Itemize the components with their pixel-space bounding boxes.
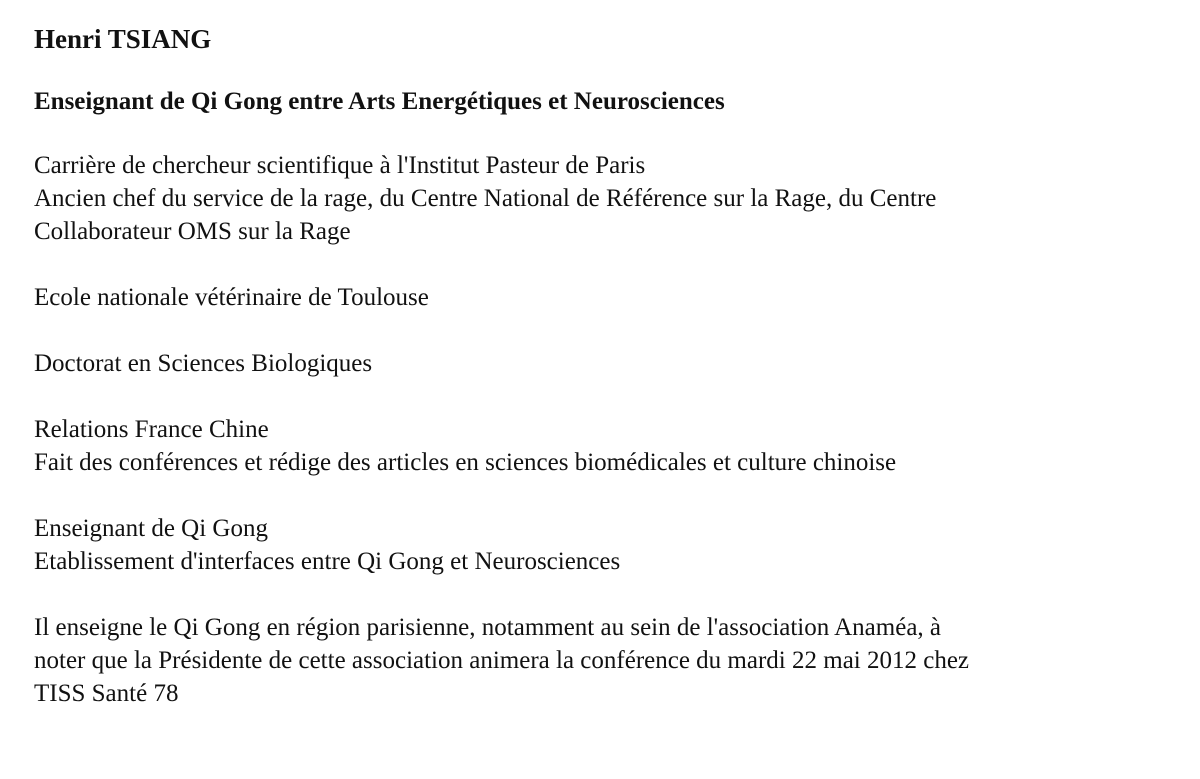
text-line: Ecole nationale vétérinaire de Toulouse — [34, 284, 429, 311]
text-line: noter que la Présidente de cette association animera la conférence du mardi 22 mai 2012 chez — [34, 647, 970, 674]
relations-section — [34, 413, 1180, 479]
text-line: Il enseigne le Qi Gong en région parisienne, notamment au sein de l'association Anaméa, à — [34, 614, 942, 641]
text-line: Fait des conférences et rédige des articles en sciences biomédicales et culture chinoise — [34, 449, 897, 476]
person-name: Henri TSIANG — [34, 24, 212, 54]
text-line: Doctorat en Sciences Biologiques — [34, 350, 373, 377]
career-section — [34, 149, 1180, 248]
document-subtitle: Enseignant de Qi Gong entre Arts Energétiques et Neurosciences — [34, 88, 725, 115]
text-line: Carrière de chercheur scientifique à l'Institut Pasteur de Paris — [34, 152, 646, 179]
text-line: Ancien chef du service de la rage, du Centre National de Référence sur la Rage, du Centre — [34, 185, 937, 212]
text-line: Relations France Chine — [34, 416, 269, 443]
text-line: Collaborateur OMS sur la Rage — [34, 218, 351, 245]
degree-section — [34, 347, 1180, 380]
text-line: Enseignant de Qi Gong — [34, 515, 268, 542]
association-section — [34, 611, 1180, 710]
teaching-section — [34, 512, 1180, 578]
school-section — [34, 281, 1180, 314]
text-line: Etablissement d'interfaces entre Qi Gong et Neurosciences — [34, 548, 621, 575]
text-line: TISS Santé 78 — [34, 680, 179, 707]
